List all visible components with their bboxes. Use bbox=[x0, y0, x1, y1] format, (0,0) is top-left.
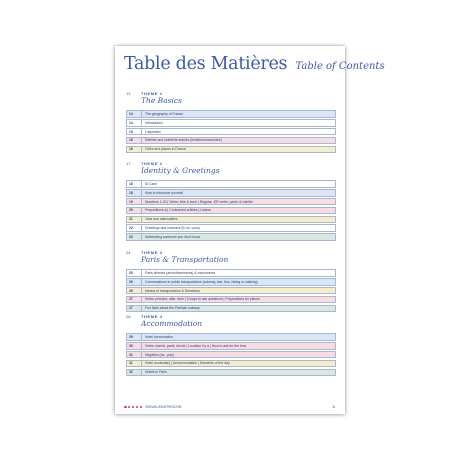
toc-row[interactable] bbox=[126, 305, 336, 313]
theme-header bbox=[126, 314, 336, 333]
toc-row-page: 19 bbox=[129, 199, 142, 205]
toc-row-page: 30 bbox=[129, 343, 142, 349]
dot-icon bbox=[132, 406, 135, 409]
theme-label: THEME 2 bbox=[141, 161, 163, 166]
theme-section bbox=[126, 314, 336, 376]
toc-row-title: Definite and indefinite articles (le/la/les/une/un/des) bbox=[145, 138, 222, 143]
toc-row[interactable] bbox=[126, 360, 336, 368]
toc-row-title: Greetings and manners (tu vs. vous) bbox=[145, 226, 200, 231]
toc-row[interactable] bbox=[126, 351, 336, 359]
theme-section bbox=[126, 161, 336, 241]
toc-row-title: Negation (ne...pas) bbox=[145, 352, 174, 357]
theme-page-number: 13 bbox=[126, 91, 131, 96]
theme-title: Paris & Transportation bbox=[141, 255, 229, 264]
toc-row[interactable] bbox=[126, 216, 336, 224]
toc-row-page: 16 bbox=[129, 138, 142, 144]
toc-row-page: 14 bbox=[129, 120, 142, 126]
toc-row-title: Numbers 1-20 | Verbs: être & avoir | Regular -ER verbs: parler & habiter bbox=[145, 199, 253, 204]
toc-row[interactable] bbox=[126, 369, 336, 377]
toc-row-page: 32 bbox=[129, 370, 142, 376]
page-subtitle: Table of Contents bbox=[295, 61, 385, 72]
theme-page-number: 24 bbox=[126, 250, 131, 255]
toc-row-title: Prepositions à | Contracted articles | Liaison bbox=[145, 208, 212, 213]
toc-row-title: The geography of France bbox=[145, 111, 184, 116]
toc-row-page: 18 bbox=[129, 190, 142, 196]
toc-row[interactable] bbox=[126, 137, 336, 145]
toc-row-page: 29 bbox=[129, 334, 142, 340]
toc-rows bbox=[126, 333, 336, 376]
toc-row-page: 14 bbox=[129, 111, 142, 117]
toc-rows bbox=[126, 269, 336, 312]
toc-row-page: 20 bbox=[129, 208, 142, 214]
toc-row-title: L'alphabet bbox=[145, 129, 161, 134]
toc-row-title: Paris districts (arrondissements) & monuments bbox=[145, 270, 216, 275]
theme-page-number: 28 bbox=[126, 314, 131, 319]
toc-row-title: Means of transportation & Directions bbox=[145, 288, 200, 293]
dot-icon bbox=[124, 406, 127, 409]
toc-row-title: Hotel conversation bbox=[145, 334, 174, 339]
toc-row-page: 27 bbox=[129, 297, 142, 303]
toc-row-page: 25 bbox=[129, 270, 142, 276]
toc-row[interactable] bbox=[126, 198, 336, 206]
toc-row[interactable] bbox=[126, 146, 336, 154]
toc-row-page: 21 bbox=[129, 217, 142, 223]
toc-row[interactable] bbox=[126, 333, 336, 341]
toc-row[interactable] bbox=[126, 180, 336, 188]
theme-title: Identity & Greetings bbox=[141, 166, 220, 175]
page-title bbox=[124, 54, 385, 74]
document-page bbox=[115, 46, 385, 414]
toc-row[interactable] bbox=[126, 110, 336, 118]
toc-row-page: 22 bbox=[129, 225, 142, 231]
dot-icon bbox=[140, 406, 143, 409]
toc-row[interactable] bbox=[126, 278, 336, 286]
toc-row-page: 26 bbox=[129, 288, 142, 294]
theme-label: THEME 4 bbox=[141, 314, 163, 319]
toc-row[interactable] bbox=[126, 128, 336, 136]
toc-row-title: Verbs: dormir, partir, devoir | Location il y a | How to ask for the time bbox=[145, 343, 247, 348]
theme-title: The Basics bbox=[141, 96, 182, 105]
toc-row[interactable] bbox=[126, 119, 336, 127]
toc-row-title: Hotel vocabulary | Accommodation | Moments of the day bbox=[145, 361, 230, 366]
toc-row[interactable] bbox=[126, 233, 336, 241]
toc-row-page: 23 bbox=[129, 234, 142, 240]
theme-title: Accommodation bbox=[141, 319, 203, 328]
toc-row-title: How to introduce yourself bbox=[145, 190, 184, 195]
footer bbox=[124, 405, 182, 409]
toc-row-title: Cities and places in France bbox=[145, 147, 186, 152]
toc-row-page: 27 bbox=[129, 306, 142, 312]
theme-header bbox=[126, 250, 336, 269]
theme-label: THEME 3 bbox=[141, 250, 163, 255]
toc-row[interactable] bbox=[126, 342, 336, 350]
toc-row-page: 26 bbox=[129, 279, 142, 285]
toc-row-title: ID Card bbox=[145, 181, 157, 186]
toc-row-page: 31 bbox=[129, 352, 142, 358]
footer-text: BREAKLIKEAFRENCHIE bbox=[145, 405, 182, 409]
toc-row-title: Introduction bbox=[145, 120, 163, 125]
toc-row-title: Verbs: prendre, aller, faire | 3 ways to ask questions | Prepositions for places bbox=[145, 297, 260, 302]
toc-row-page: 16 bbox=[129, 147, 142, 153]
toc-row-page: 15 bbox=[129, 129, 142, 135]
toc-row[interactable] bbox=[126, 224, 336, 232]
toc-row[interactable] bbox=[126, 207, 336, 215]
toc-row[interactable] bbox=[126, 189, 336, 197]
dot-icon bbox=[136, 406, 139, 409]
toc-row-page: 31 bbox=[129, 361, 142, 367]
toc-row[interactable] bbox=[126, 269, 336, 277]
toc-row[interactable] bbox=[126, 287, 336, 295]
theme-section bbox=[126, 91, 336, 153]
dot-icon bbox=[128, 406, 131, 409]
title-text: Table des Matières bbox=[124, 54, 288, 74]
toc-row[interactable] bbox=[126, 296, 336, 304]
toc-row-title: Conversations in public transportation (subway, taxi, bus, biking or walking) bbox=[145, 279, 258, 284]
toc-row-page: 18 bbox=[129, 181, 142, 187]
theme-header bbox=[126, 161, 336, 180]
toc-rows bbox=[126, 110, 336, 153]
page-number: iii bbox=[332, 405, 335, 409]
theme-label: THEME 1 bbox=[141, 91, 163, 96]
toc-row-title: Jobs and nationalities bbox=[145, 217, 178, 222]
theme-header bbox=[126, 91, 336, 110]
theme-section bbox=[126, 250, 336, 312]
toc-row-title: Fun facts about the Parisian subway bbox=[145, 306, 200, 311]
toc-rows bbox=[126, 180, 336, 241]
toc-row-title: Addressing someone you don't know bbox=[145, 235, 201, 240]
toc-row-title: Hotels in Paris bbox=[145, 370, 167, 375]
theme-page-number: 17 bbox=[126, 161, 131, 166]
